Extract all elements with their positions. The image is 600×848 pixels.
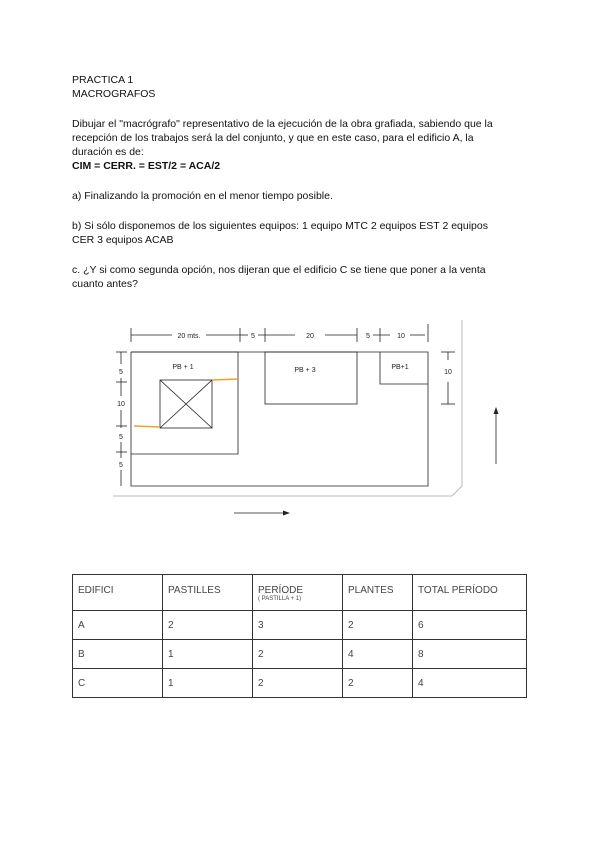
building-b-outline bbox=[265, 352, 357, 404]
dim-c-label: 10 bbox=[397, 333, 405, 340]
arrow-up-icon bbox=[494, 407, 499, 414]
accent-line bbox=[212, 379, 238, 380]
header-edifici: EDIFICI bbox=[73, 575, 163, 611]
header-periode-label: PERÍODE bbox=[258, 585, 304, 596]
arrow-right-icon bbox=[283, 511, 290, 516]
header-plantes: PLANTES bbox=[343, 575, 413, 611]
building-b-label: PB + 3 bbox=[294, 367, 316, 374]
table-cell: 2 bbox=[163, 611, 253, 640]
table-cell: 2 bbox=[343, 611, 413, 640]
right-dim: 10 bbox=[444, 369, 452, 376]
dim-a-label: 20 mts. bbox=[177, 333, 201, 340]
table-cell: 4 bbox=[413, 669, 527, 698]
question-b-line-1: b) Si sólo disponemos de los siguientes equipos: 1 equipo MTC 2 equipos EST 2 equipos bbox=[72, 220, 488, 232]
dim-gap2-label: 5 bbox=[366, 333, 370, 340]
table-cell: 8 bbox=[413, 640, 527, 669]
statement-line-2: recepción de los trabajos será la del conjunto, y que en este caso, para el edificio A, la bbox=[72, 132, 474, 144]
table-row bbox=[73, 669, 527, 698]
street-edge bbox=[113, 320, 462, 496]
table-cell: 2 bbox=[343, 669, 413, 698]
left-dim-4: 5 bbox=[119, 462, 123, 469]
question-c-line-1: c. ¿Y si como segunda opción, nos dijeran que el edificio C se tiene que poner a la venta bbox=[72, 264, 486, 276]
statement-line-3: duración es de: bbox=[72, 146, 144, 158]
accent-line bbox=[134, 426, 160, 427]
table-cell: A bbox=[73, 611, 163, 640]
table-cell: 3 bbox=[253, 611, 343, 640]
header-pastilles: PASTILLES bbox=[163, 575, 253, 611]
building-c-label: PB+1 bbox=[391, 364, 409, 371]
statement-line-1: Dibujar el "macrógrafo" representativo de la ejecución de la obra grafiada, sabiendo que la bbox=[72, 118, 493, 130]
dim-b-label: 20 bbox=[306, 333, 314, 340]
table-cell: B bbox=[73, 640, 163, 669]
question-b-line-2: CER 3 equipos ACAB bbox=[72, 234, 174, 246]
practice-subtitle: MACROGRAFOS bbox=[72, 88, 156, 100]
plot-outline bbox=[131, 352, 428, 486]
question-c-line-2: cuanto antes? bbox=[72, 278, 138, 290]
table-cell: 6 bbox=[413, 611, 527, 640]
building-a-label: PB + 1 bbox=[172, 364, 194, 371]
table-row bbox=[73, 640, 527, 669]
table-cell: C bbox=[73, 669, 163, 698]
left-dim-2: 10 bbox=[117, 401, 125, 408]
dim-gap1-label: 5 bbox=[251, 333, 255, 340]
table-cell: 1 bbox=[163, 669, 253, 698]
table-row bbox=[73, 611, 527, 640]
left-dim-3: 5 bbox=[119, 434, 123, 441]
data-table bbox=[72, 574, 527, 698]
header-periode bbox=[253, 575, 343, 611]
duration-formula: CIM = CERR. = EST/2 = ACA/2 bbox=[72, 160, 221, 172]
table-header-row bbox=[73, 575, 527, 611]
header-total: TOTAL PERÍODO bbox=[413, 575, 527, 611]
table-cell: 4 bbox=[343, 640, 413, 669]
left-dim-1: 5 bbox=[119, 369, 123, 376]
header-periode-sub: ( PASTILLA + 1) bbox=[258, 596, 302, 602]
table-cell: 2 bbox=[253, 640, 343, 669]
table-cell: 1 bbox=[163, 640, 253, 669]
practice-title: PRACTICA 1 bbox=[72, 74, 134, 86]
question-a: a) Finalizando la promoción en el menor tiempo posible. bbox=[72, 190, 333, 202]
table-cell: 2 bbox=[253, 669, 343, 698]
